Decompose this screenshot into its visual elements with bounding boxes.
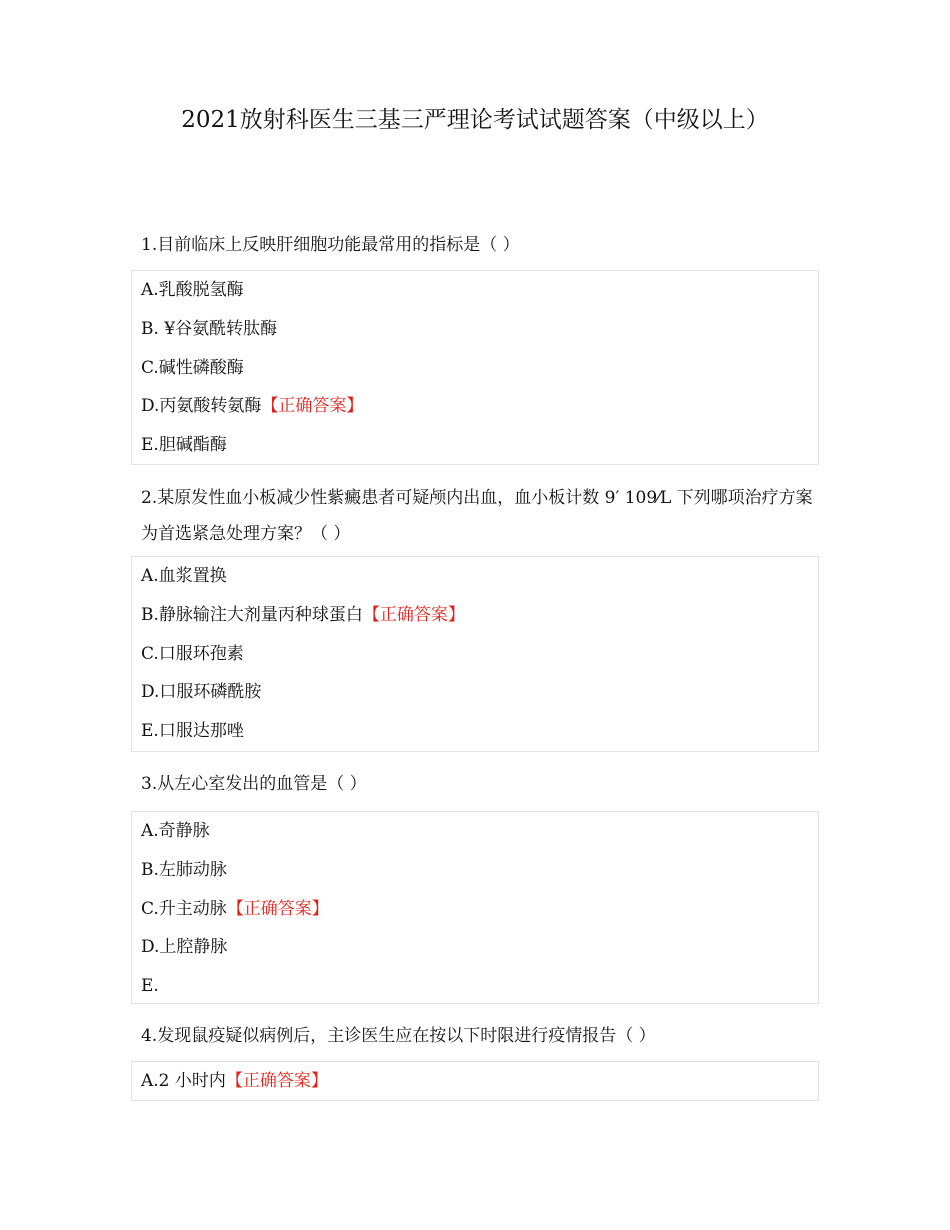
question-1-text: 1.目前临床上反映肝细胞功能最常用的指标是（ ） bbox=[141, 235, 520, 255]
question-4-options bbox=[131, 1061, 819, 1101]
option-label: A.乳酸脱氢酶 bbox=[141, 280, 244, 300]
option-3a bbox=[132, 812, 818, 851]
question-2-text: 2.某原发性血小板减少性紫癜患者可疑颅内出血，血小板计数 9′ 109⁄L 下列哪项治疗方案为首选紧急处理方案？（ ） bbox=[141, 488, 813, 544]
option-label: A.奇静脉 bbox=[141, 821, 210, 841]
correct-answer-mark: 【正确答案】 bbox=[225, 1071, 328, 1091]
question-1-options bbox=[131, 270, 819, 465]
correct-answer-mark: 【正确答案】 bbox=[226, 898, 329, 919]
option-2b bbox=[132, 596, 818, 635]
option-label: B. ¥谷氨酰转肽酶 bbox=[141, 318, 278, 339]
option-label: A.2 小时内 bbox=[141, 1071, 226, 1091]
option-label: E.口服达那唑 bbox=[141, 721, 244, 742]
option-3c bbox=[132, 890, 818, 929]
option-label: B.左肺动脉 bbox=[141, 859, 227, 880]
option-3d bbox=[132, 928, 818, 967]
option-label: D.上腔静脉 bbox=[141, 937, 228, 958]
option-1c bbox=[132, 349, 818, 388]
question-4-text: 4.发现鼠疫疑似病例后，主诊医生应在按以下时限进行疫情报告（ ） bbox=[141, 1026, 656, 1046]
question-3-text: 3.从左心室发出的血管是（ ） bbox=[141, 774, 367, 794]
option-label: A.血浆置换 bbox=[141, 566, 227, 586]
option-label: B.静脉输注大剂量丙种球蛋白 bbox=[141, 604, 363, 625]
option-label: D.口服环磷酰胺 bbox=[141, 682, 262, 703]
option-3e bbox=[132, 967, 818, 1006]
option-1b bbox=[132, 310, 818, 349]
question-2-options bbox=[131, 556, 819, 752]
document-title: 2021放射科医生三基三严理论考试试题答案（中级以上） bbox=[181, 107, 769, 133]
option-2c bbox=[132, 635, 818, 674]
option-1a bbox=[132, 271, 818, 310]
option-label: E.胆碱酯酶 bbox=[141, 435, 227, 456]
option-1d bbox=[132, 387, 818, 426]
option-label: C.升主动脉 bbox=[141, 898, 227, 919]
option-3b bbox=[132, 851, 818, 890]
option-label: D.丙氨酸转氨酶 bbox=[141, 396, 262, 417]
option-label: E. bbox=[141, 976, 159, 997]
option-2d bbox=[132, 673, 818, 712]
option-2e bbox=[132, 712, 818, 751]
option-1e bbox=[132, 426, 818, 465]
option-label: C.碱性磷酸酶 bbox=[141, 357, 244, 378]
correct-answer-mark: 【正确答案】 bbox=[261, 396, 364, 417]
correct-answer-mark: 【正确答案】 bbox=[362, 604, 465, 625]
option-label: C.口服环孢素 bbox=[141, 643, 244, 664]
question-3-options bbox=[131, 811, 819, 1004]
option-2a bbox=[132, 557, 818, 596]
option-4a bbox=[132, 1062, 818, 1100]
